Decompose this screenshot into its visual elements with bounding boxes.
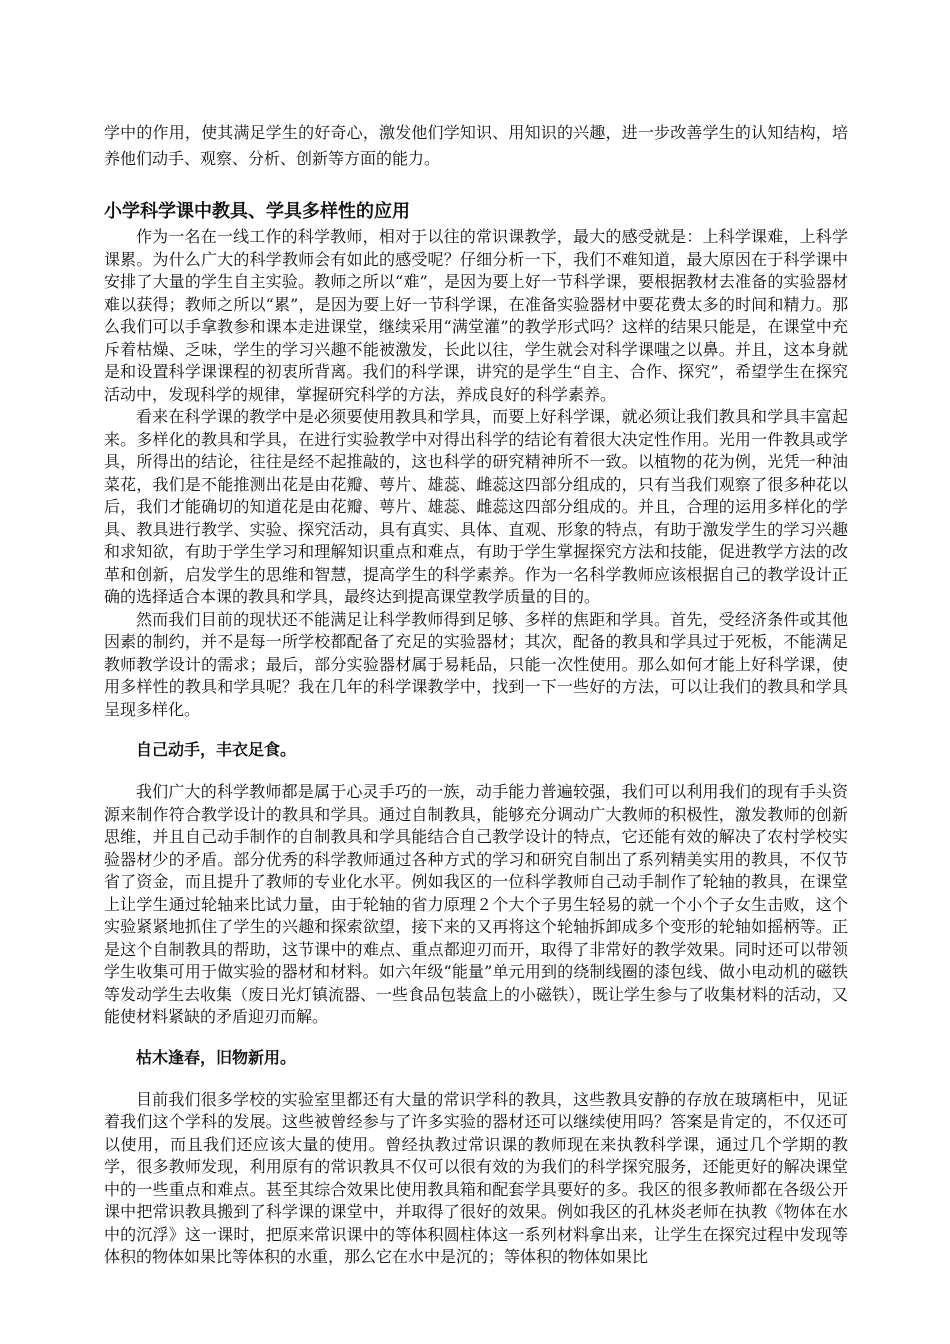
article-title: 小学科学课中教具、学具多样性的应用: [104, 201, 410, 222]
body-paragraph-3: 然而我们目前的现状还不能满足让科学教师得到足够、多样的焦距和学具。首先，受经济条件或其他因素的制约，并不是每一所学校都配备了充足的实验器材；其次，配备的教具和学具过于死板，不能满足教师教学设计的需求；最后，部分实验器材属于易耗品，只能一次性使用。那么如何才能上好科学课，使用多样性的教具和学具呢？我在几年的科学课教学中，找到一下一些好的方法，可以让我们的教具和学具呈现多样化。: [104, 609, 848, 719]
section-heading-1: 自己动手，丰衣足食。: [136, 740, 297, 759]
body-paragraph-5: 目前我们很多学校的实验室里都还有大量的常识学科的教具，这些教具安静的存放在玻璃柜中，见证着我们这个学科的发展。这些被曾经参与了许多实验的器材还可以继续使用吗？答案是肯定的，不仅还可以使用，而且我们还应该大量的使用。曾经执教过常识课的教师现在来执教科学课，通过几个学期的教学，很多教师发现，利用原有的常识教具不仅可以很有效的为我们的科学探究服务，还能更好的解决课堂中的一些重点和难点。甚至其综合效果比使用教具箱和配套学具要好的多。我区的很多教师都在各级公开课中把常识教具搬到了科学课的课堂中，并取得了很好的效果。例如我区的孔林炎老师在执教《物体在水中的沉浮》这一课时，把原来常识课中的等体积圆柱体这一系列材料拿出来，让学生在探究过程中发现等体积的物体如果比等体积的水重，那么它在水中是沉的；等体积的物体如果比: [104, 1089, 848, 1266]
intro-paragraph: 学中的作用，使其满足学生的好奇心，激发他们学知识、用知识的兴趣，进一步改善学生的认知结构，培养他们动手、观察、分析、创新等方面的能力。: [104, 123, 848, 168]
document-page: [104, 120, 848, 1269]
body-paragraph-1: 作为一名在一线工作的科学教师，相对于以往的常识课教学，最大的感受就是：上科学课难，上科学课累。为什么广大的科学教师会有如此的感受呢？仔细分析一下，我们不难知道，最大原因在于科学课中安排了大量的学生自主实验。教师之所以“难”，是因为要上好一节科学课，要根据教材去准备的实验器材难以获得；教师之所以“累”，是因为要上好一节科学课，在准备实验器材中要花费太多的时间和精力。那么我们可以手拿教参和课本走进课堂，继续采用“满堂灌”的教学形式吗？这样的结果只能是，在课堂中充斥着枯燥、乏味，学生的学习兴趣不能被激发，长此以往，学生就会对科学课嗤之以鼻。并且，这本身就是和设置科学课课程的初衷所背离。我们的科学课，讲究的是学生“自主、合作、探究”，希望学生在探究活动中，发现科学的规律，掌握研究科学的方法，养成良好的科学素养。: [104, 227, 848, 404]
body-paragraph-4: 我们广大的科学教师都是属于心灵手巧的一族，动手能力普遍较强，我们可以利用我们的现有手头资源来制作符合教学设计的教具和学具。通过自制教具，能够充分调动广大教师的积极性，激发教师的创新思维，并且自己动手制作的自制教具和学具能结合自己教学设计的特点，它还能有效的解决了农村学校实验器材少的矛盾。部分优秀的科学教师通过各种方式的学习和研究自制出了系列精美实用的教具，不仅节省了资金，而且提升了教师的专业化水平。例如我区的一位科学教师自己动手制作了轮轴的教具，在课堂上让学生通过轮轴来比试力量，由于轮轴的省力原理２个大个子男生轻易的就一个小个子女生击败，这个实验紧紧地抓住了学生的兴趣和探索欲望，接下来的又再将这个轮轴拆卸成多个变形的轮轴如摇柄等。正是这个自制教具的帮助，这节课中的难点、重点都迎刃而开，取得了非常好的教学效果。同时还可以带领学生收集可用于做实验的器材和材料。如六年级“能量”单元用到的绕制线圈的漆包线、做小电动机的磁铁等发动学生去收集（废日光灯镇流器、一些食品包装盒上的小磁铁），既让学生参与了收集材料的活动，又能使材料紧缺的矛盾迎刃而解。: [104, 782, 849, 1026]
body-paragraph-2: 看来在科学课的教学中是必须要使用教具和学具，而要上好科学课，就必须让我们教具和学具丰富起来。多样化的教具和学具，在进行实验教学中对得出科学的结论有着很大决定性作用。光用一件教具或学具，所得出的结论，往往是经不起推敲的，这也科学的研究精神所不一致。以植物的花为例，光凭一种油菜花，我们是不能推测出花是由花瓣、萼片、雄蕊、雌蕊这四部分组成的，只有当我们观察了很多种花以后，我们才能确切的知道花是由花瓣、萼片、雄蕊、雌蕊这四部分组成的。并且，合理的运用多样化的学具、教具进行教学、实验、探究活动，具有真实、具体、直观、形象的特点，有助于激发学生的学习兴趣和求知欲，有助于学生学习和理解知识重点和难点，有助于学生掌握探究方法和技能，促进教学方法的改革和创新，启发学生的思维和智慧，提高学生的科学素养。作为一名科学教师应该根据自己的教学设计正确的选择适合本课的教具和学具，最终达到提高课堂教学质量的目的。: [104, 407, 848, 606]
section-heading-2: 枯木逢春，旧物新用。: [136, 1047, 297, 1067]
